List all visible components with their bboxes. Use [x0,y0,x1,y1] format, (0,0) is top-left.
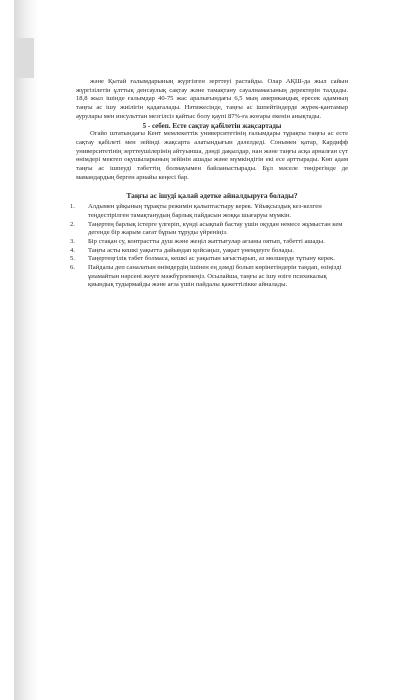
list-item [70,203,348,220]
list-item-text: Таңертеңгілік тәбет болмаса, кешкі ас уақытын ығыстырып, аз мөлшерде тұтыну керек. [88,255,335,263]
list-item-text: Бір стақан су, контрастты душ және жеңіл жаттығулар ағзаны оятып, тәбетті ашады. [88,237,325,245]
section-heading-breakfast-habit: Таңғы ас ішуді қалай әдетке айналдыруға болады? [126,191,298,201]
list-number: 1. [70,203,75,211]
paragraph-2: Огайо штатындағы Кент мемлекеттік университетінің ғалымдары тұрақты таңғы ас есте сақтау қабілеті мен зейінді жақсарта алатындығын дәлелдеді. Сонымен қатар, Кардифф университетінің зерттеушілерінің айтуынша, дәнді дақылдар, нан және таңғы асқа арналған сүт өнімдері мектеп оқушыларының зейінін ашады және мүмкіндігін екі есе арттырады. Көп адам таңғы ас ішпеуді тәбеттің болмауымен байланыстырады. Бұл мәселе төңірегінде де мамандардың берген арнайы кеңесі бар. [76,130,348,181]
list-number: 5. [70,255,75,263]
list-item [70,237,348,247]
document-page [70,78,348,290]
list-item-text: Таңғы асты кешкі уақытта дайындап қойсаңыз, уақыт үнемдеуге болады. [88,246,294,254]
section-heading-5: 5 - себеп. Есте сақтау қабілетін жақсартады [142,121,282,130]
list-item [70,246,348,256]
tips-list [70,203,348,290]
list-number: 2. [70,220,75,228]
list-item [70,255,348,264]
scan-edge-shadow [14,0,38,700]
list-item [70,264,348,290]
scan-corner-mark [14,38,34,78]
list-number: 4. [70,246,75,254]
list-item [70,220,348,238]
list-item-text: Таңертең барлық істерге үлгеріп, күнді асықпай бастау үшін оқудан немесе жұмыстан кем дегенде бір жарым сағат бұрын тұруды үйреніңіз. [88,220,343,237]
paragraph-1: және Қытай ғалымдарының жүргізген зерттеуі растайды. Олар АҚШ-да жыл сайын жүргізілетін ұлттық денсаулық сақтау және тамақтану сауалнамасының деректерін талдады. 18,8 жыл ішінде ғалымдар 40-75 жас аралығындағы 6,5 мың американдық ересек адамның таңғы ас ішу жиілігін қадағалады. Нәтижесінде, таңғы ас ішпейтіндерде жүрек-қантамыр аурулары мен инсульттан мезгілсіз қайтыс болу қаупі 87%-ға жоғары екенін анықтады. [76,78,348,120]
list-number: 3. [70,237,75,245]
list-number: 6. [70,264,75,272]
list-item-text: Пайдалы деп саналатын өнімдердің ішінен ең дәмді болып көрінетіндерін таңдап, өзіңізді ұнамайтын нәрсені жеуге мәжбүрлемеңіз. Осылайша, таңғы ас ішу өзіге психикалық қиындық тудырмайды және ағза үшін пайдалы қажеттілікке айналады. [88,264,342,289]
list-item-text: Алдымен ұйқының тұрақты режимін қалыптастыру керек. Ұйықсыздық кез-келген теңдестірілген тамақтанудың барлық пайдасын жоққа шығаруы мүмкін. [88,203,322,219]
